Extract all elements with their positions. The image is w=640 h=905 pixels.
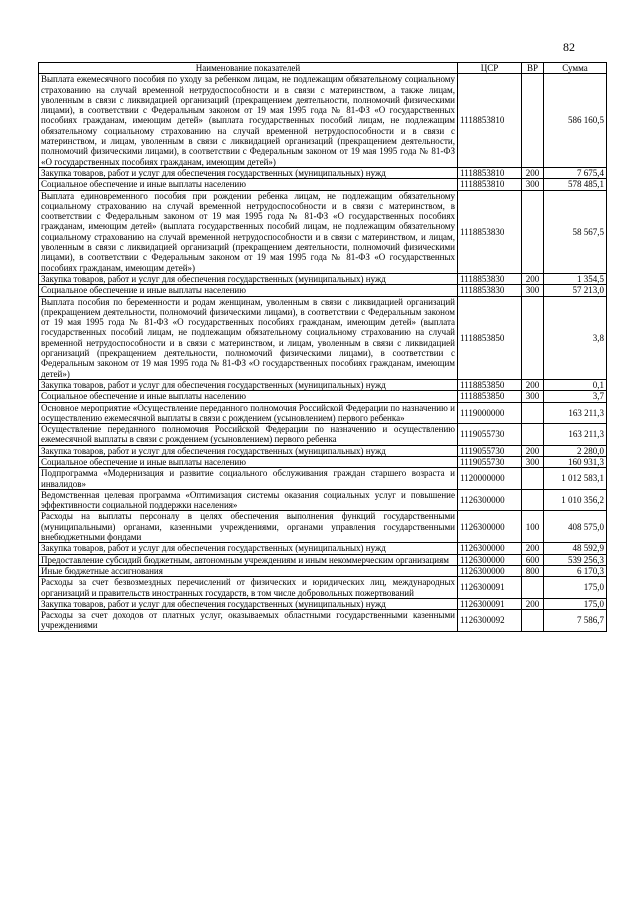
header-csr: ЦСР: [458, 63, 522, 74]
row-vr: [522, 74, 544, 168]
row-csr: 1118853830: [458, 273, 522, 284]
row-sum: 3,8: [544, 296, 607, 379]
row-csr: 1118853810: [458, 179, 522, 190]
table-row: [39, 511, 607, 543]
row-vr: 200: [522, 167, 544, 178]
row-sum: 7 675,4: [544, 167, 607, 178]
row-name: Социальное обеспечение и иные выплаты населению: [39, 391, 458, 402]
row-name: Предоставление субсидий бюджетным, автономным учреждениям и иным некоммерческим организациям: [39, 554, 458, 565]
table-row: [39, 468, 607, 490]
row-sum: 1 012 583,1: [544, 468, 607, 490]
page-number: 82: [563, 40, 575, 54]
budget-table: [38, 62, 607, 632]
row-sum: 578 485,1: [544, 179, 607, 190]
row-name: Закупка товаров, работ и услуг для обеспечения государственных (муниципальных) нужд: [39, 273, 458, 284]
header-name: Наименование показателей: [39, 63, 458, 74]
table-row: [39, 379, 607, 390]
row-name: Выплата пособия по беременности и родам женщинам, уволенным в связи с ликвидацией организаций (прекращением деятельности, полномочий физическими лицами), в соответствии с Федеральным законом от 19 мая 1995 года № 81-ФЗ «О государственных пособиях гражданам, имеющим детей» (выплата государственных пособий лицам, не подлежащим обязательному социальному страхованию на случай временной нетрудоспособности и в связи с материнством, и лицам, уволенным в связи с ликвидацией организаций (прекращением деятельности, полномочий физическими лицами), в соответствии с Федеральным законом от 19 мая 1995 года № 81-ФЗ «О государственных пособиях гражданам, имеющим детей»): [39, 296, 458, 379]
row-sum: 586 160,5: [544, 74, 607, 168]
row-vr: 200: [522, 598, 544, 609]
row-name: Социальное обеспечение и иные выплаты населению: [39, 285, 458, 296]
header-vr: ВР: [522, 63, 544, 74]
row-name: Расходы на выплаты персоналу в целях обеспечения выполнения функций государственными (муниципальными) органами, казенными учреждениями, органами управления государственными внебюджетными фондами: [39, 511, 458, 543]
row-sum: 0,1: [544, 379, 607, 390]
row-csr: 1118853850: [458, 379, 522, 390]
table-row: [39, 424, 607, 446]
table-row: [39, 554, 607, 565]
row-name: Расходы за счет доходов от платных услуг, оказываемых областными государственными казенными учреждениями: [39, 610, 458, 632]
row-vr: 300: [522, 179, 544, 190]
row-sum: 163 211,3: [544, 402, 607, 424]
row-vr: 600: [522, 554, 544, 565]
row-sum: 57 213,0: [544, 285, 607, 296]
table-body: [39, 74, 607, 631]
row-sum: 2 280,0: [544, 445, 607, 456]
row-sum: 163 211,3: [544, 424, 607, 446]
row-name: Закупка товаров, работ и услуг для обеспечения государственных (муниципальных) нужд: [39, 167, 458, 178]
row-vr: 200: [522, 445, 544, 456]
row-csr: 1118853830: [458, 285, 522, 296]
row-name: Закупка товаров, работ и услуг для обеспечения государственных (муниципальных) нужд: [39, 445, 458, 456]
row-sum: 6 170,3: [544, 565, 607, 576]
row-vr: 300: [522, 285, 544, 296]
table-row: [39, 577, 607, 599]
row-csr: 1119055730: [458, 424, 522, 446]
table-row: [39, 391, 607, 402]
row-vr: [522, 296, 544, 379]
row-sum: 3,7: [544, 391, 607, 402]
row-name: Осуществление переданного полномочия Российской Федерации по назначению и осуществлению ежемесячной выплаты в связи с рождением (усыновлением) первого ребенка: [39, 424, 458, 446]
table-row: [39, 296, 607, 379]
row-vr: [522, 577, 544, 599]
row-csr: 1118853830: [458, 190, 522, 273]
table-row: [39, 402, 607, 424]
row-vr: [522, 489, 544, 511]
table-row: [39, 456, 607, 467]
row-vr: [522, 610, 544, 632]
row-csr: 1126300000: [458, 565, 522, 576]
row-vr: 100: [522, 511, 544, 543]
table-row: [39, 598, 607, 609]
table-row: [39, 543, 607, 554]
table-row: [39, 167, 607, 178]
table-row: [39, 74, 607, 168]
row-csr: 1118853810: [458, 74, 522, 168]
row-sum: 539 256,3: [544, 554, 607, 565]
row-vr: 200: [522, 379, 544, 390]
row-csr: 1119055730: [458, 445, 522, 456]
row-csr: 1119000000: [458, 402, 522, 424]
row-vr: [522, 190, 544, 273]
row-name: Иные бюджетные ассигнования: [39, 565, 458, 576]
table-header-row: [39, 63, 607, 74]
table-row: [39, 179, 607, 190]
table-row: [39, 273, 607, 284]
row-name: Закупка товаров, работ и услуг для обеспечения государственных (муниципальных) нужд: [39, 543, 458, 554]
row-sum: 48 592,9: [544, 543, 607, 554]
row-name: Социальное обеспечение и иные выплаты населению: [39, 456, 458, 467]
table-row: [39, 610, 607, 632]
table-row: [39, 489, 607, 511]
row-csr: 1126300091: [458, 577, 522, 599]
row-csr: 1126300000: [458, 489, 522, 511]
table-row: [39, 445, 607, 456]
row-csr: 1126300000: [458, 543, 522, 554]
row-csr: 1126300091: [458, 598, 522, 609]
row-csr: 1126300000: [458, 511, 522, 543]
row-sum: 408 575,0: [544, 511, 607, 543]
row-sum: 175,0: [544, 577, 607, 599]
row-sum: 160 931,3: [544, 456, 607, 467]
row-vr: 300: [522, 391, 544, 402]
row-vr: 200: [522, 543, 544, 554]
row-sum: 58 567,5: [544, 190, 607, 273]
row-csr: 1118853850: [458, 296, 522, 379]
row-name: Основное мероприятие «Осуществление переданного полномочия Российской Федерации по назначению и осуществлению ежемесячной выплаты в связи с рождением (усыновлением) первого ребенка»: [39, 402, 458, 424]
row-sum: 175,0: [544, 598, 607, 609]
row-name: Расходы за счет безвозмездных перечислений от физических и юридических лиц, международных организаций и правительств иностранных государств, в том числе добровольных пожертвований: [39, 577, 458, 599]
row-vr: 200: [522, 273, 544, 284]
row-name: Социальное обеспечение и иные выплаты населению: [39, 179, 458, 190]
row-name: Закупка товаров, работ и услуг для обеспечения государственных (муниципальных) нужд: [39, 598, 458, 609]
row-name: Подпрограмма «Модернизация и развитие социального обслуживания граждан старшего возраста и инвалидов»: [39, 468, 458, 490]
row-vr: 800: [522, 565, 544, 576]
row-vr: 300: [522, 456, 544, 467]
table-row: [39, 190, 607, 273]
table-row: [39, 285, 607, 296]
row-sum: 7 586,7: [544, 610, 607, 632]
row-name: Закупка товаров, работ и услуг для обеспечения государственных (муниципальных) нужд: [39, 379, 458, 390]
row-name: Выплата ежемесячного пособия по уходу за ребенком лицам, не подлежащим обязательному социальному страхованию на случай временной нетрудоспособности и в связи с материнством, а также лицам, уволенным в связи с ликвидацией организаций (прекращением деятельности, полномочий физическими лицами), в соответствии с Федеральным законом от 19 мая 1995 года № 81-ФЗ «О государственных пособиях гражданам, имеющим детей» (выплата государственных пособий лицам, не подлежащим обязательному социальному страхованию на случай временной нетрудоспособности и в связи с материнством, и лицам, уволенным в связи с ликвидацией организаций (прекращением деятельности, полномочий физическими лицами), в соответствии с Федеральным законом от 19 мая 1995 года № 81-ФЗ «О государственных пособиях гражданам, имеющим детей»): [39, 74, 458, 168]
row-vr: [522, 424, 544, 446]
row-sum: 1 354,5: [544, 273, 607, 284]
table-row: [39, 565, 607, 576]
row-name: Выплата единовременного пособия при рождении ребенка лицам, не подлежащим обязательному социальному страхованию на случай временной нетрудоспособности и в связи с материнством, в соответствии с Федеральным законом от 19 мая 1995 года № 81-ФЗ «О государственных пособиях гражданам, имеющим детей» (выплата государственных пособий лицам, не подлежащим обязательному социальному страхованию на случай временной нетрудоспособности и в связи с материнством, и лицам, уволенным в связи с ликвидацией организаций (прекращением деятельности, полномочий физическими лицами), в соответствии с Федеральным законом от 19 мая 1995 года № 81-ФЗ «О государственных пособиях гражданам, имеющим детей»): [39, 190, 458, 273]
row-csr: 1126300000: [458, 554, 522, 565]
row-name: Ведомственная целевая программа «Оптимизация системы оказания социальных услуг и повышение эффективности социальной поддержки населения»: [39, 489, 458, 511]
row-csr: 1119055730: [458, 456, 522, 467]
header-sum: Сумма: [544, 63, 607, 74]
row-sum: 1 010 356,2: [544, 489, 607, 511]
row-vr: [522, 402, 544, 424]
row-vr: [522, 468, 544, 490]
row-csr: 1118853850: [458, 391, 522, 402]
row-csr: 1120000000: [458, 468, 522, 490]
row-csr: 1126300092: [458, 610, 522, 632]
row-csr: 1118853810: [458, 167, 522, 178]
